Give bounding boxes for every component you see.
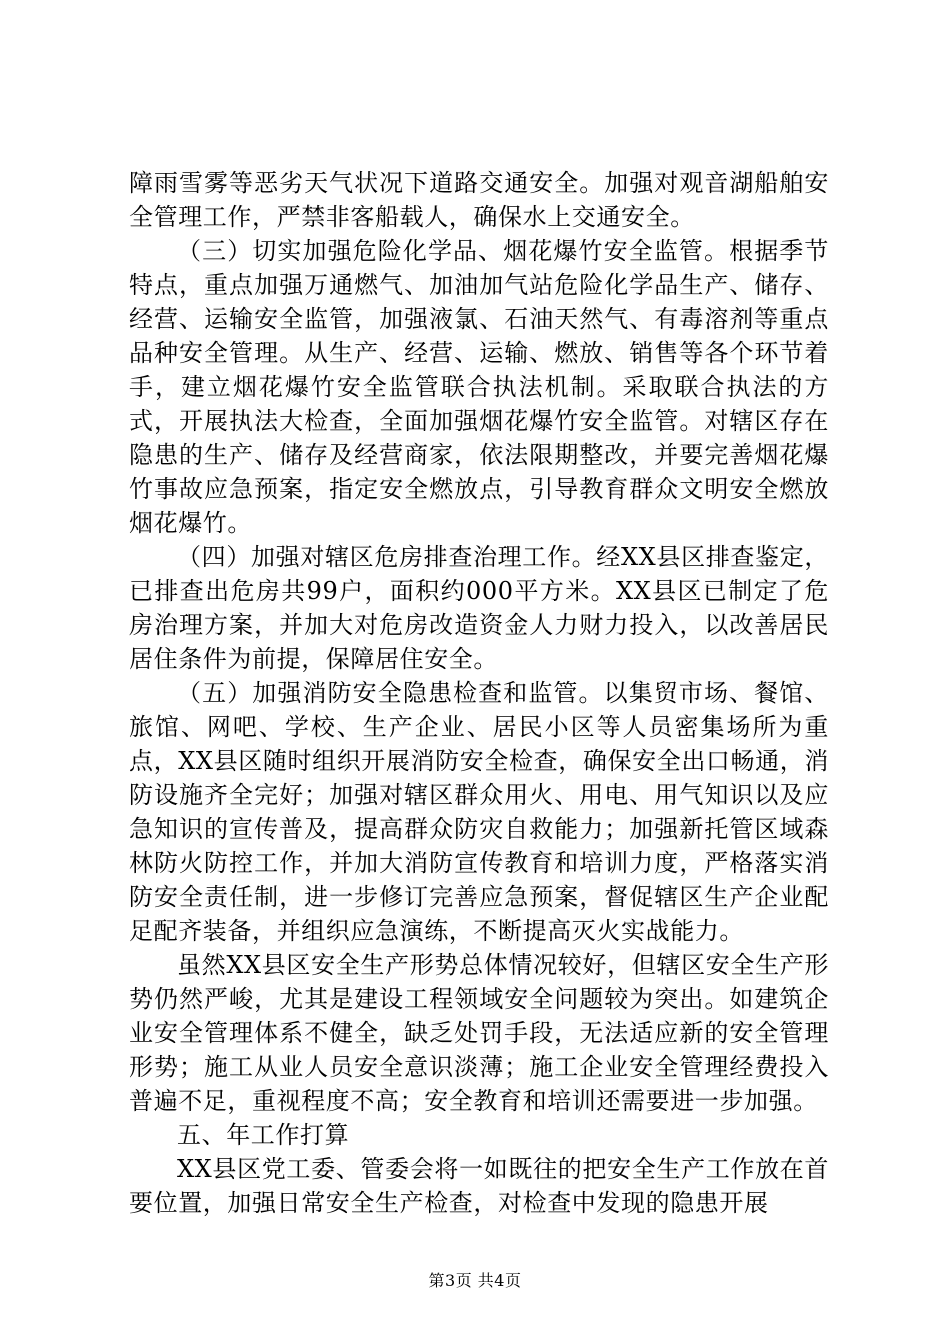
paragraph-hazardous-chemicals: （三）切实加强危险化学品、烟花爆竹安全监管。根据季节特点，重点加强万通燃气、加油加气站危险化学品生产、储存、经营、运输安全监管，加强液氯、石油天然气、有毒溶剂等重点品种安全管理。从生产、经营、运输、燃放、销售等各个环节着手，建立烟花爆竹安全监管联合执法机制。采取联合执法的方式，开展执法大检查，全面加强烟花爆竹安全监管。对辖区存在隐患的生产、储存及经营商家，依法限期整改，并要完善烟花爆竹事故应急预案，指定安全燃放点，引导教育群众文明安全燃放烟花爆竹。 [129,237,829,537]
paragraph-work-plan: XX县区党工委、管委会将一如既往的把安全生产工作放在首要位置，加强日常安全生产检查，对检查中发现的隐患开展 [129,1155,829,1217]
document-body [129,166,829,1220]
section-heading-work-plan: 五、年工作打算 [177,1121,350,1149]
paragraph-continuation: 障雨雪雾等恶劣天气状况下道路交通安全。加强对观音湖船舶安全管理工作，严禁非客船载人，确保水上交通安全。 [129,169,829,231]
paragraph-situation-summary: 虽然XX县区安全生产形势总体情况较好，但辖区安全生产形势仍然严峻，尤其是建设工程领域安全问题较为突出。如建筑企业安全管理体系不健全，缺乏处罚手段，无法适应新的安全管理形势；施工从业人员安全意识淡薄；施工企业安全管理经费投入普遍不足，重视程度不高；安全教育和培训还需要进一步加强。 [129,951,829,1115]
page-number-label: 第3页 共4页 [428,1271,522,1290]
page-footer [0,1271,950,1291]
paragraph-fire-safety: （五）加强消防安全隐患检查和监管。以集贸市场、餐馆、旅馆、网吧、学校、生产企业、居民小区等人员密集场所为重点，XX县区随时组织开展消防安全检查，确保安全出口畅通，消防设施齐全完好；加强对辖区群众用火、用电、用气知识以及应急知识的宣传普及，提高群众防灾自救能力；加强新托管区域森林防火防控工作，并加大消防宣传教育和培训力度，严格落实消防安全责任制，进一步修订完善应急预案，督促辖区生产企业配足配齐装备，并组织应急演练，不断提高灭火实战能力。 [129,679,829,945]
paragraph-dangerous-housing: （四）加强对辖区危房排查治理工作。经XX县区排查鉴定，已排查出危房共99户，面积约000平方米。XX县区已制定了危房治理方案，并加大对危房改造资金人力财力投入，以改善居民居住条件为前提，保障居住安全。 [129,543,829,673]
